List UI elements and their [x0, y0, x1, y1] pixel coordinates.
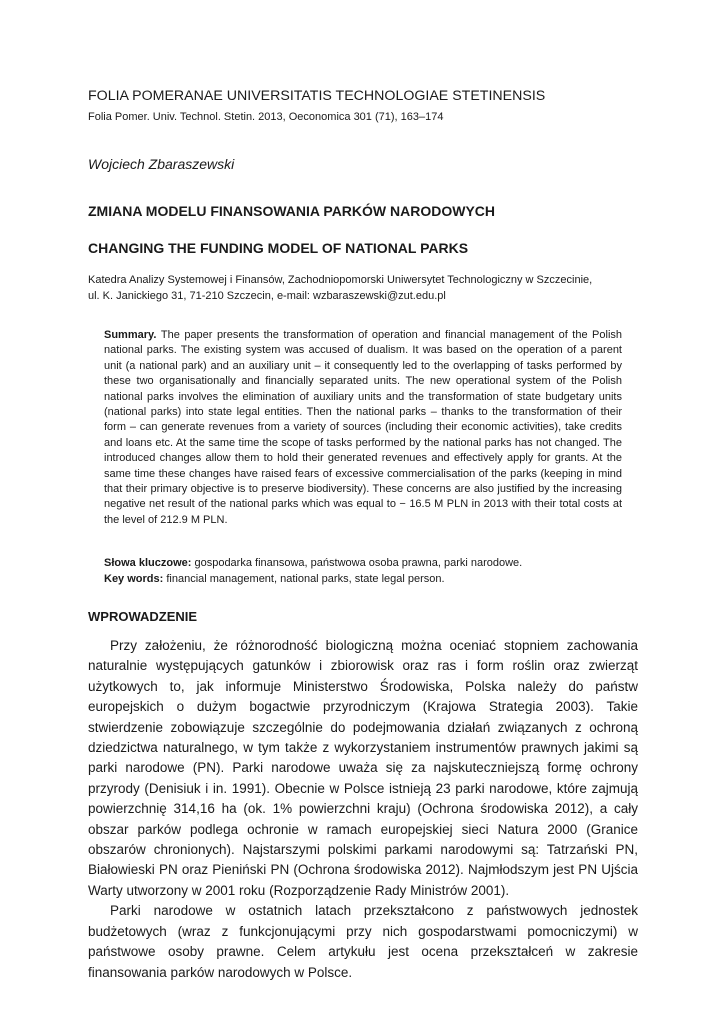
section-body	[88, 636, 638, 983]
keywords-english	[104, 572, 622, 588]
keywords-polish-label: Słowa kluczowe:	[104, 557, 195, 569]
section-heading: WPROWADZENIE	[88, 609, 198, 624]
title-english: CHANGING THE FUNDING MODEL OF NATIONAL PARKS	[88, 240, 469, 256]
journal-citation: Folia Pomer. Univ. Technol. Stetin. 2013, Oeconomica 301 (71), 163–174	[88, 111, 444, 123]
keywords-polish	[104, 556, 622, 572]
keywords-block	[104, 556, 622, 587]
journal-name: FOLIA POMERANAE UNIVERSITATIS TECHNOLOGIAE STETINENSIS	[88, 88, 546, 104]
body-paragraph: Parki narodowe w ostatnich latach przekształcono z państwowych jednostek budżetowych (wraz z funkcjonującymi przy nich gospodarstwami pomocniczymi) w państwowe osoby prawne. Celem artykułu jest ocena przekształceń w zakresie finansowania parków narodowych w Polsce.	[88, 903, 638, 980]
author-name: Wojciech Zbaraszewski	[88, 156, 235, 172]
title-polish: ZMIANA MODELU FINANSOWANIA PARKÓW NARODOWYCH	[88, 203, 496, 219]
affiliation	[88, 272, 648, 304]
body-paragraph: Przy założeniu, że różnorodność biologiczną można oceniać stopniem zachowania naturalnie występujących gatunków i zbiorowisk oraz ras i form roślin oraz zwierząt użytkowych to, jak informuje Ministerstwo Środowiska, Polska należy do państw europejskich o dużym bogactwie przyrodniczym (Krajowa Strategia 2003). Takie stwierdzenie zobowiązuje szczególnie do podejmowania działań związanych z ochroną dziedzictwa naturalnego, w tym także z wykorzystaniem instrumentów prawnych jakimi są parki narodowe (PN). Parki narodowe uważa się za najskuteczniejszą formę ochrony przyrody (Denisiuk i in. 1991). Obecnie w Polsce istnieją 23 parki narodowe, które zajmują powierzchnię 314,16 ha (ok. 1% powierzchni kraju) (Ochrona środowiska 2012), a cały obszar parków podlega ochronie w ramach europejskiej sieci Natura 2000 (Granice obszarów chronionych). Najstarszymi polskimi parkami narodowymi są: Tatrzański PN, Białowieski PN oraz Pieniński PN (Ochrona środowiska 2012). Najmłodszym jest PN Ujścia Warty utworzony w 2001 roku (Rozporządzenie Rady Ministrów 2001).	[88, 638, 638, 898]
summary-abstract	[104, 328, 622, 528]
summary-text: The paper presents the transformation of operation and financial management of the Polish national parks. The existing system was accused of dualism. It was based on the operation of a parent unit (a national park) and an auxiliary unit – it consequently led to the overlapping of tasks performed by these two organisationally and financially separated units. The new operational system of the Polish national parks involves the elimination of auxiliary units and the transformation of state budgetary units (national parks) into state legal entities. Then the national parks – thanks to the transformation of their form – can generate revenues from a variety of sources (including their economic activities), take credits and loans etc. At the same time the scope of tasks performed by the national parks has not changed. The introduced changes allow them to hold their generated revenues and effectively apply for grants. At the same time these changes have raised fears of excessive commercialisation of the parks (keeping in mind that their primary objective is to preserve biodiversity). These concerns are also justified by the increasing negative net result of the national parks which was equal to − 16.5 M PLN in 2013 with their total costs at the level of 212.9 M PLN.	[104, 329, 623, 526]
keywords-english-text: financial management, national parks, state legal person.	[166, 572, 445, 585]
keywords-polish-text: gospodarka finansowa, państwowa osoba prawna, parki narodowe.	[194, 557, 523, 569]
summary-label: Summary.	[104, 329, 161, 341]
keywords-english-label: Key words:	[104, 572, 167, 585]
affiliation-line-1: Katedra Analizy Systemowej i Finansów, Zachodniopomorski Uniwersytet Technologiczny w Szczecinie,	[88, 274, 593, 286]
affiliation-line-2: ul. K. Janickiego 31, 71-210 Szczecin, e-mail: wzbaraszewski@zut.edu.pl	[88, 290, 446, 302]
